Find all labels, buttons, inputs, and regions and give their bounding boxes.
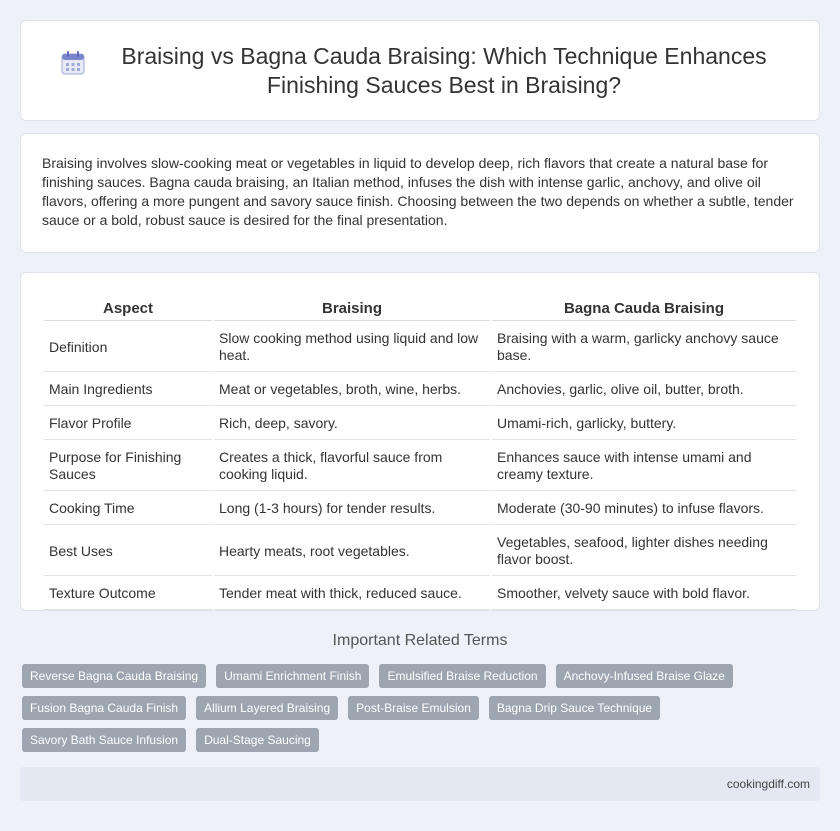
table-cell: Vegetables, seafood, lighter dishes needing flavor boost. [492,527,796,576]
related-term-tag[interactable]: Emulsified Braise Reduction [379,664,545,688]
table-cell: Creates a thick, flavorful sauce from cooking liquid. [214,442,490,491]
table-cell: Flavor Profile [44,408,212,440]
table-row [44,408,796,440]
table-cell: Texture Outcome [44,578,212,610]
comparison-table [42,293,798,612]
table-cell: Slow cooking method using liquid and low heat. [214,323,490,372]
related-term-tag[interactable]: Umami Enrichment Finish [216,664,369,688]
table-cell: Umami-rich, garlicky, buttery. [492,408,796,440]
table-cell: Braising with a warm, garlicky anchovy sauce base. [492,323,796,372]
table-cell: Anchovies, garlic, olive oil, butter, broth. [492,374,796,406]
related-term-tag[interactable]: Savory Bath Sauce Infusion [22,728,186,752]
header-braising: Braising [214,295,490,321]
table-cell: Smoother, velvety sauce with bold flavor. [492,578,796,610]
intro-card [20,133,820,253]
footer [20,767,820,801]
table-cell: Meat or vegetables, broth, wine, herbs. [214,374,490,406]
table-row [44,442,796,491]
related-terms-title: Important Related Terms [332,632,508,649]
table-cell: Purpose for Finishing Sauces [44,442,212,491]
intro-paragraph: Braising involves slow-cooking meat or vegetables in liquid to develop deep, rich flavors that create a natural base for finishing sauces. Bagna cauda braising, an Italian method, infuses the dish with intense garlic, anchovy, and olive oil flavors, offering a more pungent and savory sauce finish. Choosing between the two depends on whether a subtle, tender sauce or a bold, robust sauce is desired for the final presentation. [42,155,794,228]
table-row [44,527,796,576]
comparison-table-card [20,272,820,611]
header-bagna-cauda: Bagna Cauda Braising [492,295,796,321]
table-cell: Moderate (30-90 minutes) to infuse flavors. [492,493,796,525]
table-cell: Hearty meats, root vegetables. [214,527,490,576]
related-terms-list [22,664,822,760]
table-header-row [44,295,796,321]
related-term-tag[interactable]: Dual-Stage Saucing [196,728,319,752]
table-cell: Enhances sauce with intense umami and creamy texture. [492,442,796,491]
table-cell: Long (1-3 hours) for tender results. [214,493,490,525]
related-term-tag[interactable]: Post-Braise Emulsion [348,696,479,720]
table-cell: Definition [44,323,212,372]
table-cell: Tender meat with thick, reduced sauce. [214,578,490,610]
related-term-tag[interactable]: Fusion Bagna Cauda Finish [22,696,186,720]
calendar-icon [60,50,86,76]
table-cell: Main Ingredients [44,374,212,406]
related-term-tag[interactable]: Anchovy-Infused Braise Glaze [556,664,733,688]
table-cell: Best Uses [44,527,212,576]
table-row [44,493,796,525]
related-term-tag[interactable]: Reverse Bagna Cauda Braising [22,664,206,688]
page-title: Braising vs Bagna Cauda Braising: Which Technique Enhances Finishing Sauces Best in Braising? [121,42,767,98]
related-term-tag[interactable]: Bagna Drip Sauce Technique [489,696,660,720]
table-row [44,323,796,372]
header-aspect: Aspect [44,295,212,321]
table-cell: Rich, deep, savory. [214,408,490,440]
table-cell: Cooking Time [44,493,212,525]
title-card [20,20,820,121]
table-row [44,578,796,610]
footer-site-link[interactable]: cookingdiff.com [726,777,810,791]
table-row [44,374,796,406]
related-term-tag[interactable]: Allium Layered Braising [196,696,338,720]
